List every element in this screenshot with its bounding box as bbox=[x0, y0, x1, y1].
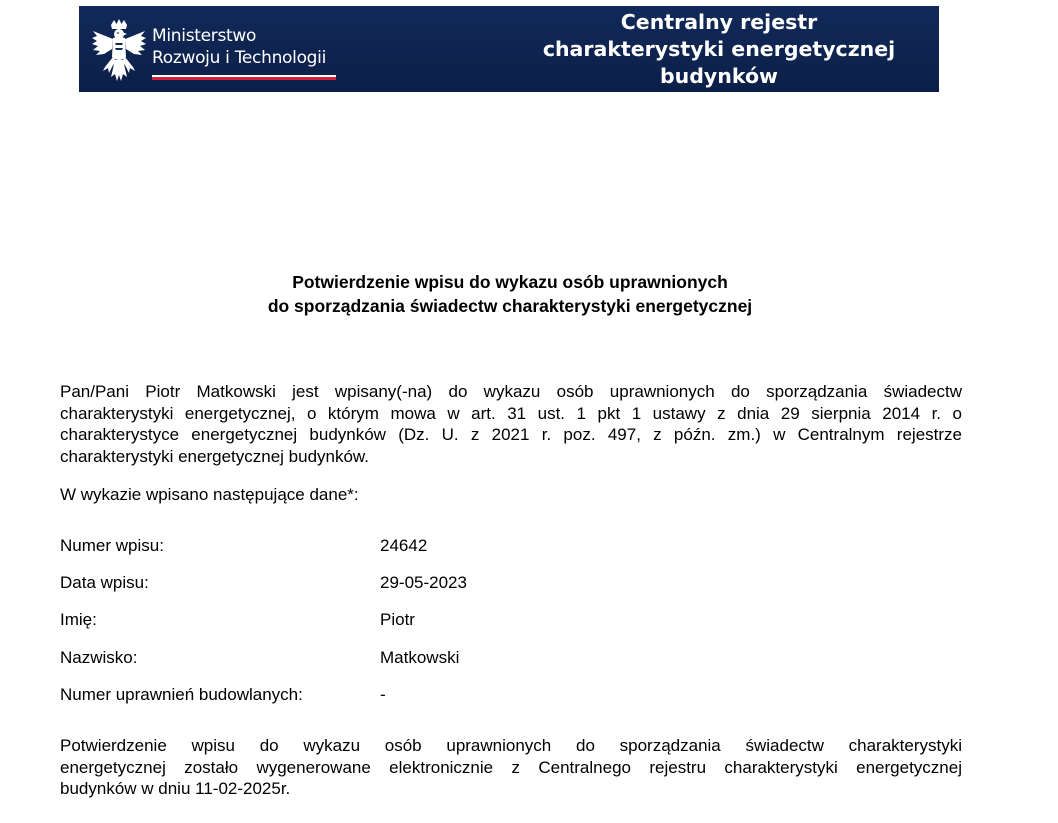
field-value: 24642 bbox=[380, 536, 428, 555]
flag-stripe bbox=[152, 75, 336, 80]
flag-stripe-red bbox=[152, 77, 336, 80]
field-label: Numer wpisu: bbox=[60, 536, 164, 555]
field-label: Imię: bbox=[60, 610, 97, 629]
registry-title-line-2: charakterystyki energetycznej bbox=[542, 37, 896, 61]
field-value: - bbox=[380, 685, 386, 704]
field-label: Data wpisu: bbox=[60, 573, 149, 592]
registry-title-line-1: Centralny rejestr bbox=[620, 10, 818, 34]
field-label: Nazwisko: bbox=[60, 648, 138, 667]
field-value: 29-05-2023 bbox=[380, 573, 467, 592]
paragraph-line: energetycznej zostało wygenerowane elektronicznie z Centralnego rejestru charakterystyki energetycznej bbox=[60, 757, 962, 777]
registry-title bbox=[519, 9, 919, 90]
generation-note-paragraph bbox=[60, 735, 962, 800]
data-intro: W wykazie wpisano następujące dane*: bbox=[60, 485, 359, 504]
confirmation-paragraph bbox=[60, 381, 962, 468]
paragraph-line: charakterystyki energetycznej, o którym mowa w art. 31 ust. 1 pkt 1 ustawy z dnia 29 sierpnia 2014 r. o bbox=[60, 403, 962, 423]
header-banner bbox=[79, 6, 939, 92]
document-heading bbox=[60, 270, 960, 318]
white-eagle-emblem-icon bbox=[91, 19, 147, 83]
paragraph-line: Potwierdzenie wpisu do wykazu osób uprawnionych do sporządzania świadectw charakterystyki bbox=[60, 736, 962, 755]
paragraph-line: charakterystyce energetycznej budynków (Dz. U. z 2021 r. poz. 497, z późn. zm.) w Centralnym rejestrze bbox=[60, 425, 962, 445]
ministry-name bbox=[152, 25, 326, 69]
ministry-line-2: Rozwoju i Technologii bbox=[152, 48, 327, 68]
paragraph-line: budynków w dniu 11-02-2025r. bbox=[60, 779, 291, 799]
document-heading-line-1: Potwierdzenie wpisu do wykazu osób uprawnionych bbox=[292, 272, 728, 292]
paragraph-line: Pan/Pani Piotr Matkowski jest wpisany(-na) do wykazu osób uprawnionych do sporządzania świadectw bbox=[60, 382, 962, 401]
field-value: Matkowski bbox=[380, 648, 460, 667]
ministry-line-1: Ministerstwo bbox=[152, 26, 257, 46]
paragraph-line: charakterystyki energetycznej budynków. bbox=[60, 447, 369, 467]
document-heading-line-2: do sporządzania świadectw charakterystyki energetycznej bbox=[267, 296, 753, 316]
field-value: Piotr bbox=[380, 610, 415, 629]
registry-title-line-3: budynków bbox=[659, 64, 778, 88]
field-label: Numer uprawnień budowlanych: bbox=[60, 685, 303, 704]
